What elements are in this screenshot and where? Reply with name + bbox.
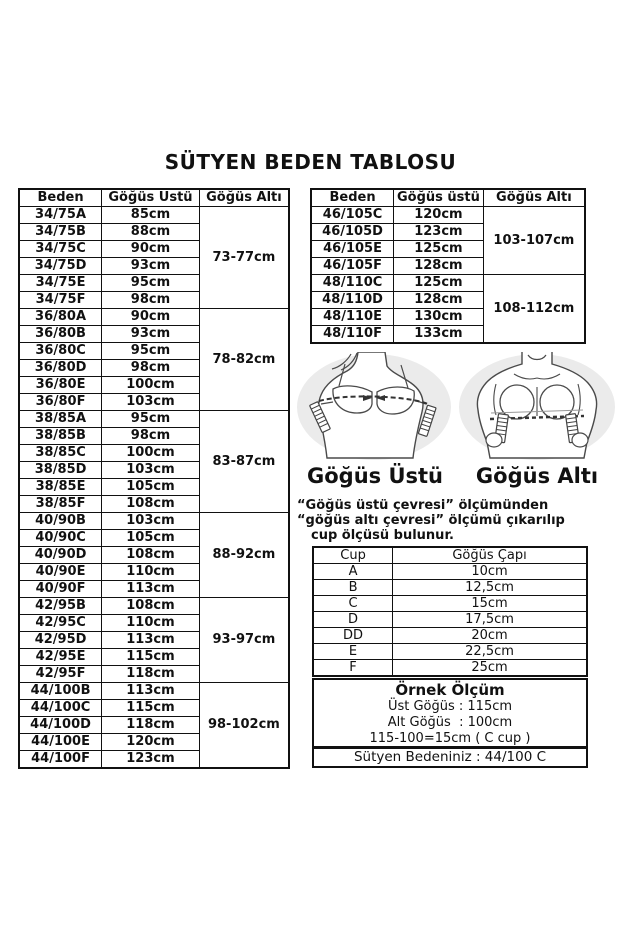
size-cell: 125cm [394,275,484,292]
cup-cell: 17,5cm [393,612,587,628]
size-cell: 115cm [102,700,200,717]
size-cell: 110cm [102,564,200,581]
size-cell: 38/85E [19,479,102,496]
underbust-range-cell: 108-112cm [483,275,585,344]
size-cell: 44/100B [19,683,102,700]
size-cell: 98cm [102,360,200,377]
size-cell: 42/95D [19,632,102,649]
size-cell: 105cm [102,479,200,496]
size-cell: 93cm [102,326,200,343]
size-cell: 90cm [102,241,200,258]
size-cell: 120cm [394,207,484,224]
example-title: Örnek Ölçüm [395,681,505,699]
size-cell: 40/90F [19,581,102,598]
size-row [19,309,289,326]
size-cell: 36/80A [19,309,102,326]
size-cell: 44/100C [19,700,102,717]
size-cell: 120cm [102,734,200,751]
size-cell: 40/90E [19,564,102,581]
size-cell: 38/85F [19,496,102,513]
size-cell: 40/90D [19,547,102,564]
cup-row [313,644,587,660]
size-cell: 133cm [394,326,484,344]
size-cell: 98cm [102,428,200,445]
size-cell: 46/105C [311,207,394,224]
cup-cell: 22,5cm [393,644,587,660]
underbust-illustration-block [456,352,618,488]
size-cell: 93cm [102,258,200,275]
size-cell: 46/105F [311,258,394,275]
size-cell: 118cm [102,666,200,683]
cup-cell: C [313,596,393,612]
size-cell: 36/80F [19,394,102,411]
size-cell: 98cm [102,292,200,309]
size-cell: 85cm [102,207,200,224]
cup-row [313,564,587,580]
size-cell: 44/100D [19,717,102,734]
size-cell: 44/100E [19,734,102,751]
cup-cell: F [313,660,393,677]
cup-cell: 20cm [393,628,587,644]
cup-explanation-text [297,498,597,543]
size-cell: 34/75B [19,224,102,241]
size-cell: 40/90C [19,530,102,547]
size-cell: 123cm [394,224,484,241]
cup-cell: 12,5cm [393,580,587,596]
size-cell: 36/80D [19,360,102,377]
column-header: Göğüs üstü [394,189,484,207]
size-cell: 42/95B [19,598,102,615]
size-cell: 130cm [394,309,484,326]
size-cell: 46/105D [311,224,394,241]
size-cell: 48/110C [311,275,394,292]
underbust-range-cell: 88-92cm [199,513,289,598]
size-cell: 48/110E [311,309,394,326]
underbust-range-cell: 83-87cm [199,411,289,513]
size-cell: 34/75E [19,275,102,292]
example-measurement-box [312,678,588,748]
size-cell: 36/80E [19,377,102,394]
size-cell: 36/80C [19,343,102,360]
size-cell: 38/85C [19,445,102,462]
cup-row [313,596,587,612]
overbust-illustration-block [295,352,455,488]
cup-row [313,628,587,644]
cup-cell: A [313,564,393,580]
size-cell: 103cm [102,394,200,411]
size-row [311,207,585,224]
example-line-underbust: Alt Göğüs : 100cm [387,715,513,730]
size-cell: 36/80B [19,326,102,343]
column-header: Göğüs Çapı [393,547,587,564]
example-line-overbust: Üst Göğüs : 115cm [387,699,513,714]
underbust-range-cell: 98-102cm [199,683,289,769]
size-cell: 42/95F [19,666,102,683]
size-cell: 123cm [102,751,200,769]
cup-cell: 15cm [393,596,587,612]
size-row [19,207,289,224]
size-row [19,598,289,615]
overbust-label: Göğüs Üstü [307,464,443,488]
cup-cell: 25cm [393,660,587,677]
page-title: SÜTYEN BEDEN TABLOSU [164,150,457,174]
explanation-line: “Göğüs üstü çevresi” ölçümünden [297,498,549,513]
size-cell: 88cm [102,224,200,241]
size-cell: 42/95E [19,649,102,666]
size-cell: 128cm [394,258,484,275]
size-cell: 110cm [102,615,200,632]
underbust-range-cell: 73-77cm [199,207,289,309]
column-header: Göğüs Altı [199,189,289,207]
column-header: Cup [313,547,393,564]
overbust-measurement-figure [295,352,455,462]
size-cell: 34/75C [19,241,102,258]
column-header: Beden [311,189,394,207]
size-cell: 95cm [102,275,200,292]
cup-cell: E [313,644,393,660]
size-cell: 118cm [102,717,200,734]
underbust-range-cell: 103-107cm [483,207,585,275]
size-cell: 38/85B [19,428,102,445]
cup-cell: B [313,580,393,596]
size-cell: 95cm [102,411,200,428]
size-cell: 100cm [102,377,200,394]
size-cell: 38/85D [19,462,102,479]
size-cell: 40/90B [19,513,102,530]
size-cell: 44/100F [19,751,102,769]
size-cell: 108cm [102,547,200,564]
cup-cell: DD [313,628,393,644]
size-row [19,683,289,700]
underbust-range-cell: 78-82cm [199,309,289,411]
size-table-left [18,188,290,769]
underbust-measurement-figure [456,352,618,462]
size-cell: 38/85A [19,411,102,428]
size-cell: 113cm [102,632,200,649]
size-cell: 34/75D [19,258,102,275]
cup-cell: D [313,612,393,628]
bra-size-result: Sütyen Bedeniniz : 44/100 C [312,747,588,768]
column-header: Göğüs Altı [483,189,585,207]
example-line-calculation: 115-100=15cm ( C cup ) [369,731,531,746]
size-table-right [310,188,586,344]
underbust-label: Göğüs Altı [475,464,599,488]
size-cell: 128cm [394,292,484,309]
size-cell: 34/75A [19,207,102,224]
size-cell: 113cm [102,581,200,598]
size-row [19,411,289,428]
explanation-line: cup ölçüsü bulunur. [311,528,454,543]
column-header: Beden [19,189,102,207]
cup-row [313,612,587,628]
size-cell: 42/95C [19,615,102,632]
size-cell: 48/110F [311,326,394,344]
size-cell: 34/75F [19,292,102,309]
size-cell: 125cm [394,241,484,258]
size-cell: 90cm [102,309,200,326]
size-cell: 46/105E [311,241,394,258]
cup-size-table [312,546,588,677]
size-cell: 95cm [102,343,200,360]
column-header: Göğüs Üstü [102,189,200,207]
size-cell: 48/110D [311,292,394,309]
size-cell: 105cm [102,530,200,547]
size-cell: 100cm [102,445,200,462]
cup-cell: 10cm [393,564,587,580]
size-row [311,275,585,292]
size-cell: 108cm [102,598,200,615]
cup-row [313,660,587,677]
size-cell: 113cm [102,683,200,700]
explanation-line: “göğüs altı çevresi” ölçümü çıkarılıp [297,513,565,528]
cup-row [313,580,587,596]
size-cell: 108cm [102,496,200,513]
size-cell: 103cm [102,513,200,530]
underbust-range-cell: 93-97cm [199,598,289,683]
size-cell: 103cm [102,462,200,479]
size-row [19,513,289,530]
size-cell: 115cm [102,649,200,666]
